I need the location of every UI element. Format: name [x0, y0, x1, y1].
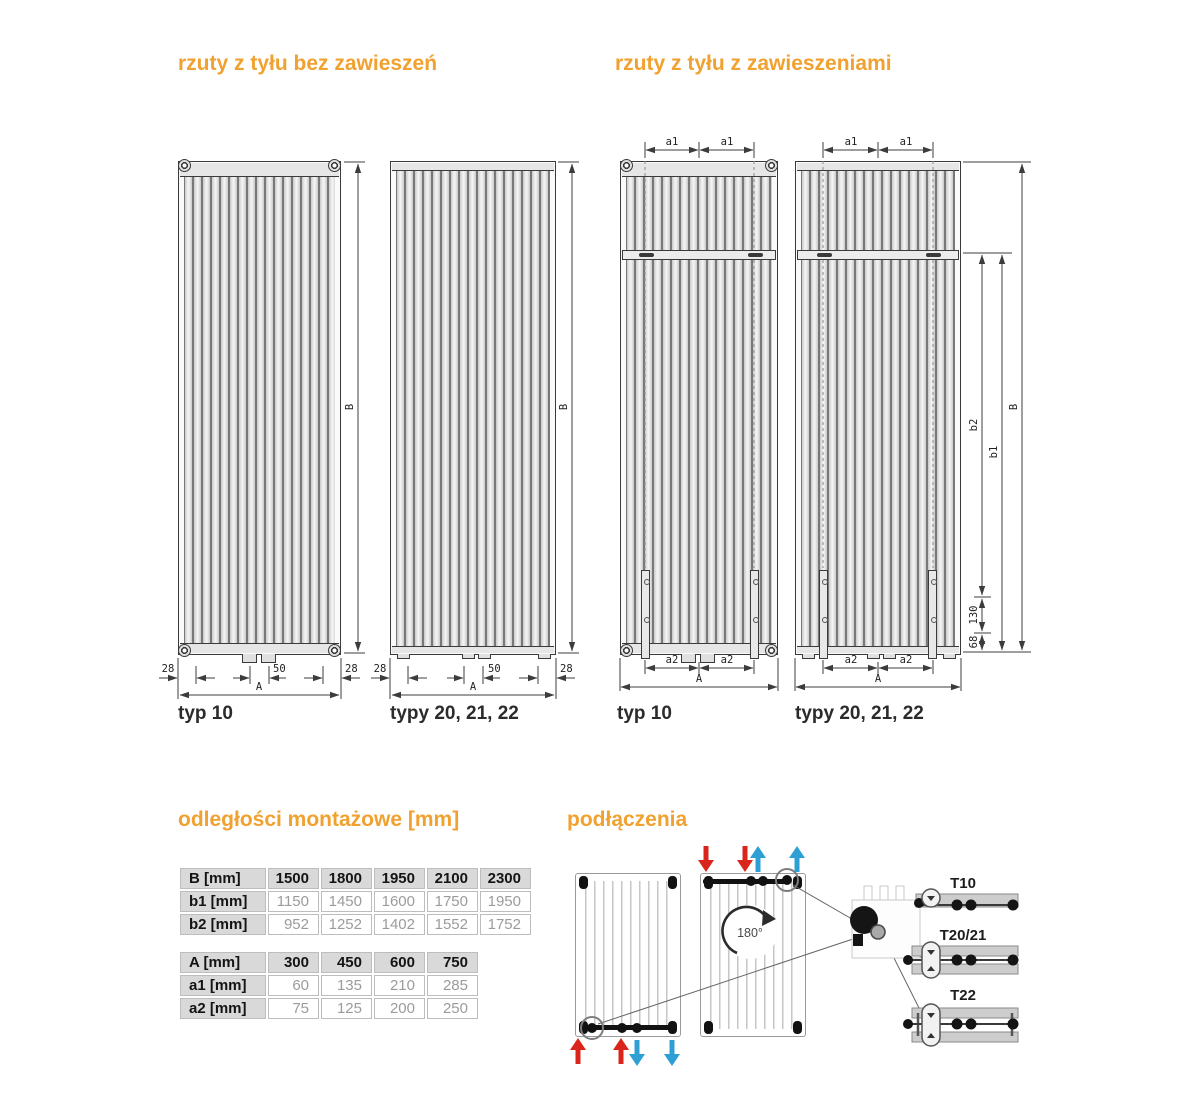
table-cell: b1 [mm]	[180, 891, 266, 912]
dim-label-A: A	[695, 673, 703, 685]
supply-arrow-down-icon	[737, 846, 753, 872]
table-cell: 750	[427, 952, 478, 973]
dim-label-a1: a1	[720, 136, 734, 148]
dim-label-A: A	[469, 681, 477, 693]
dim-label-28: 28	[373, 663, 387, 675]
hub-dot	[871, 925, 885, 939]
dim-label-a1: a1	[844, 136, 858, 148]
return-arrow-down-icon	[629, 1040, 645, 1066]
valve-detail-icon	[922, 1004, 940, 1046]
dim-label-A: A	[874, 673, 882, 685]
return-arrow-up-icon	[789, 846, 805, 872]
table-cell: 2300	[480, 868, 531, 889]
section-t22	[903, 987, 1019, 1046]
drawing-label-typ10: typ 10	[617, 703, 672, 724]
flow-arrows	[570, 846, 805, 1066]
table-cell: 952	[268, 914, 319, 935]
table-cell: 300	[268, 952, 319, 973]
dim-label-68: 68	[968, 635, 980, 649]
dim-label-50: 50	[273, 663, 286, 675]
table-cell: B [mm]	[180, 868, 266, 889]
radiator-corner-detail	[850, 886, 920, 958]
table-cell: A [mm]	[180, 952, 266, 973]
dim-label-b1: b1	[988, 445, 1000, 459]
supply-arrow-up-icon	[613, 1038, 629, 1064]
table-cell: 210	[374, 975, 425, 996]
table-cell: b2 [mm]	[180, 914, 266, 935]
table-cell: 200	[374, 998, 425, 1019]
heading-rear-with-hangers: rzuty z tyłu z zawieszeniami	[615, 52, 892, 75]
supply-arrow-down-icon	[698, 846, 714, 872]
table-cell: 1500	[268, 868, 319, 889]
dim-label-B: B	[344, 403, 356, 411]
drawing-label-typ10: typ 10	[178, 703, 233, 724]
section-label-t10: T10	[950, 875, 976, 892]
table-cell: 1450	[321, 891, 372, 912]
dim-label-28: 28	[345, 663, 358, 675]
dim-label-a2: a2	[665, 654, 679, 666]
heading-mounting-distances: odległości montażowe [mm]	[178, 808, 460, 831]
dim-label-A: A	[255, 681, 263, 693]
table-cell: 75	[268, 998, 319, 1019]
table-cell: 1950	[480, 891, 531, 912]
dim-label-b2: b2	[968, 418, 980, 432]
table-cell: 1752	[480, 914, 531, 935]
rotation-label: 180°	[737, 926, 763, 940]
table-cell: 1600	[374, 891, 425, 912]
rotation-180-badge	[722, 905, 777, 959]
dim-label-a2: a2	[844, 654, 858, 666]
drawing-label-typ202122: typy 20, 21, 22	[795, 703, 924, 724]
section-t10	[914, 875, 1019, 911]
table-cell: 1150	[268, 891, 319, 912]
supply-arrow-up-icon	[570, 1038, 586, 1064]
dimension-lines-drawing2	[371, 162, 579, 699]
valve-detail-icon	[922, 942, 940, 978]
table-cell: 600	[374, 952, 425, 973]
table-cell: 1552	[427, 914, 478, 935]
table-cell: 1402	[374, 914, 425, 935]
dim-label-a1: a1	[899, 136, 913, 148]
table-cell: 1750	[427, 891, 478, 912]
table-cell: 1950	[374, 868, 425, 889]
table-cell: 1800	[321, 868, 372, 889]
table-cell: 2100	[427, 868, 478, 889]
dim-label-a1: a1	[665, 136, 679, 148]
dimension-lines-drawing4	[795, 136, 1031, 691]
dim-label-a2: a2	[899, 654, 913, 666]
table-cell: 60	[268, 975, 319, 996]
table-cell: a1 [mm]	[180, 975, 266, 996]
dim-label-B: B	[1008, 403, 1020, 411]
return-arrow-down-icon	[664, 1040, 680, 1066]
table-cell: a2 [mm]	[180, 998, 266, 1019]
dim-label-B: B	[558, 403, 570, 411]
table-cell: 450	[321, 952, 372, 973]
dim-label-50: 50	[488, 663, 501, 675]
table-cell: 1252	[321, 914, 372, 935]
dim-label-130: 130	[968, 605, 980, 625]
dim-label-28: 28	[560, 663, 573, 675]
section-label-t22: T22	[950, 987, 976, 1004]
dim-label-28: 28	[161, 663, 175, 675]
table-cell: 125	[321, 998, 372, 1019]
dimension-lines-drawing1	[159, 162, 365, 699]
return-arrow-up-icon	[750, 846, 766, 872]
heading-rear-no-hangers: rzuty z tyłu bez zawieszeń	[178, 52, 438, 75]
table-cell: 135	[321, 975, 372, 996]
dimension-lines-drawing3	[620, 136, 778, 691]
section-label-t2021: T20/21	[939, 927, 987, 944]
table-cell: 250	[427, 998, 478, 1019]
heading-connections: podłączenia	[567, 808, 688, 831]
table-cell: 285	[427, 975, 478, 996]
drawing-label-typ202122: typy 20, 21, 22	[390, 703, 519, 724]
dim-label-a2: a2	[720, 654, 734, 666]
